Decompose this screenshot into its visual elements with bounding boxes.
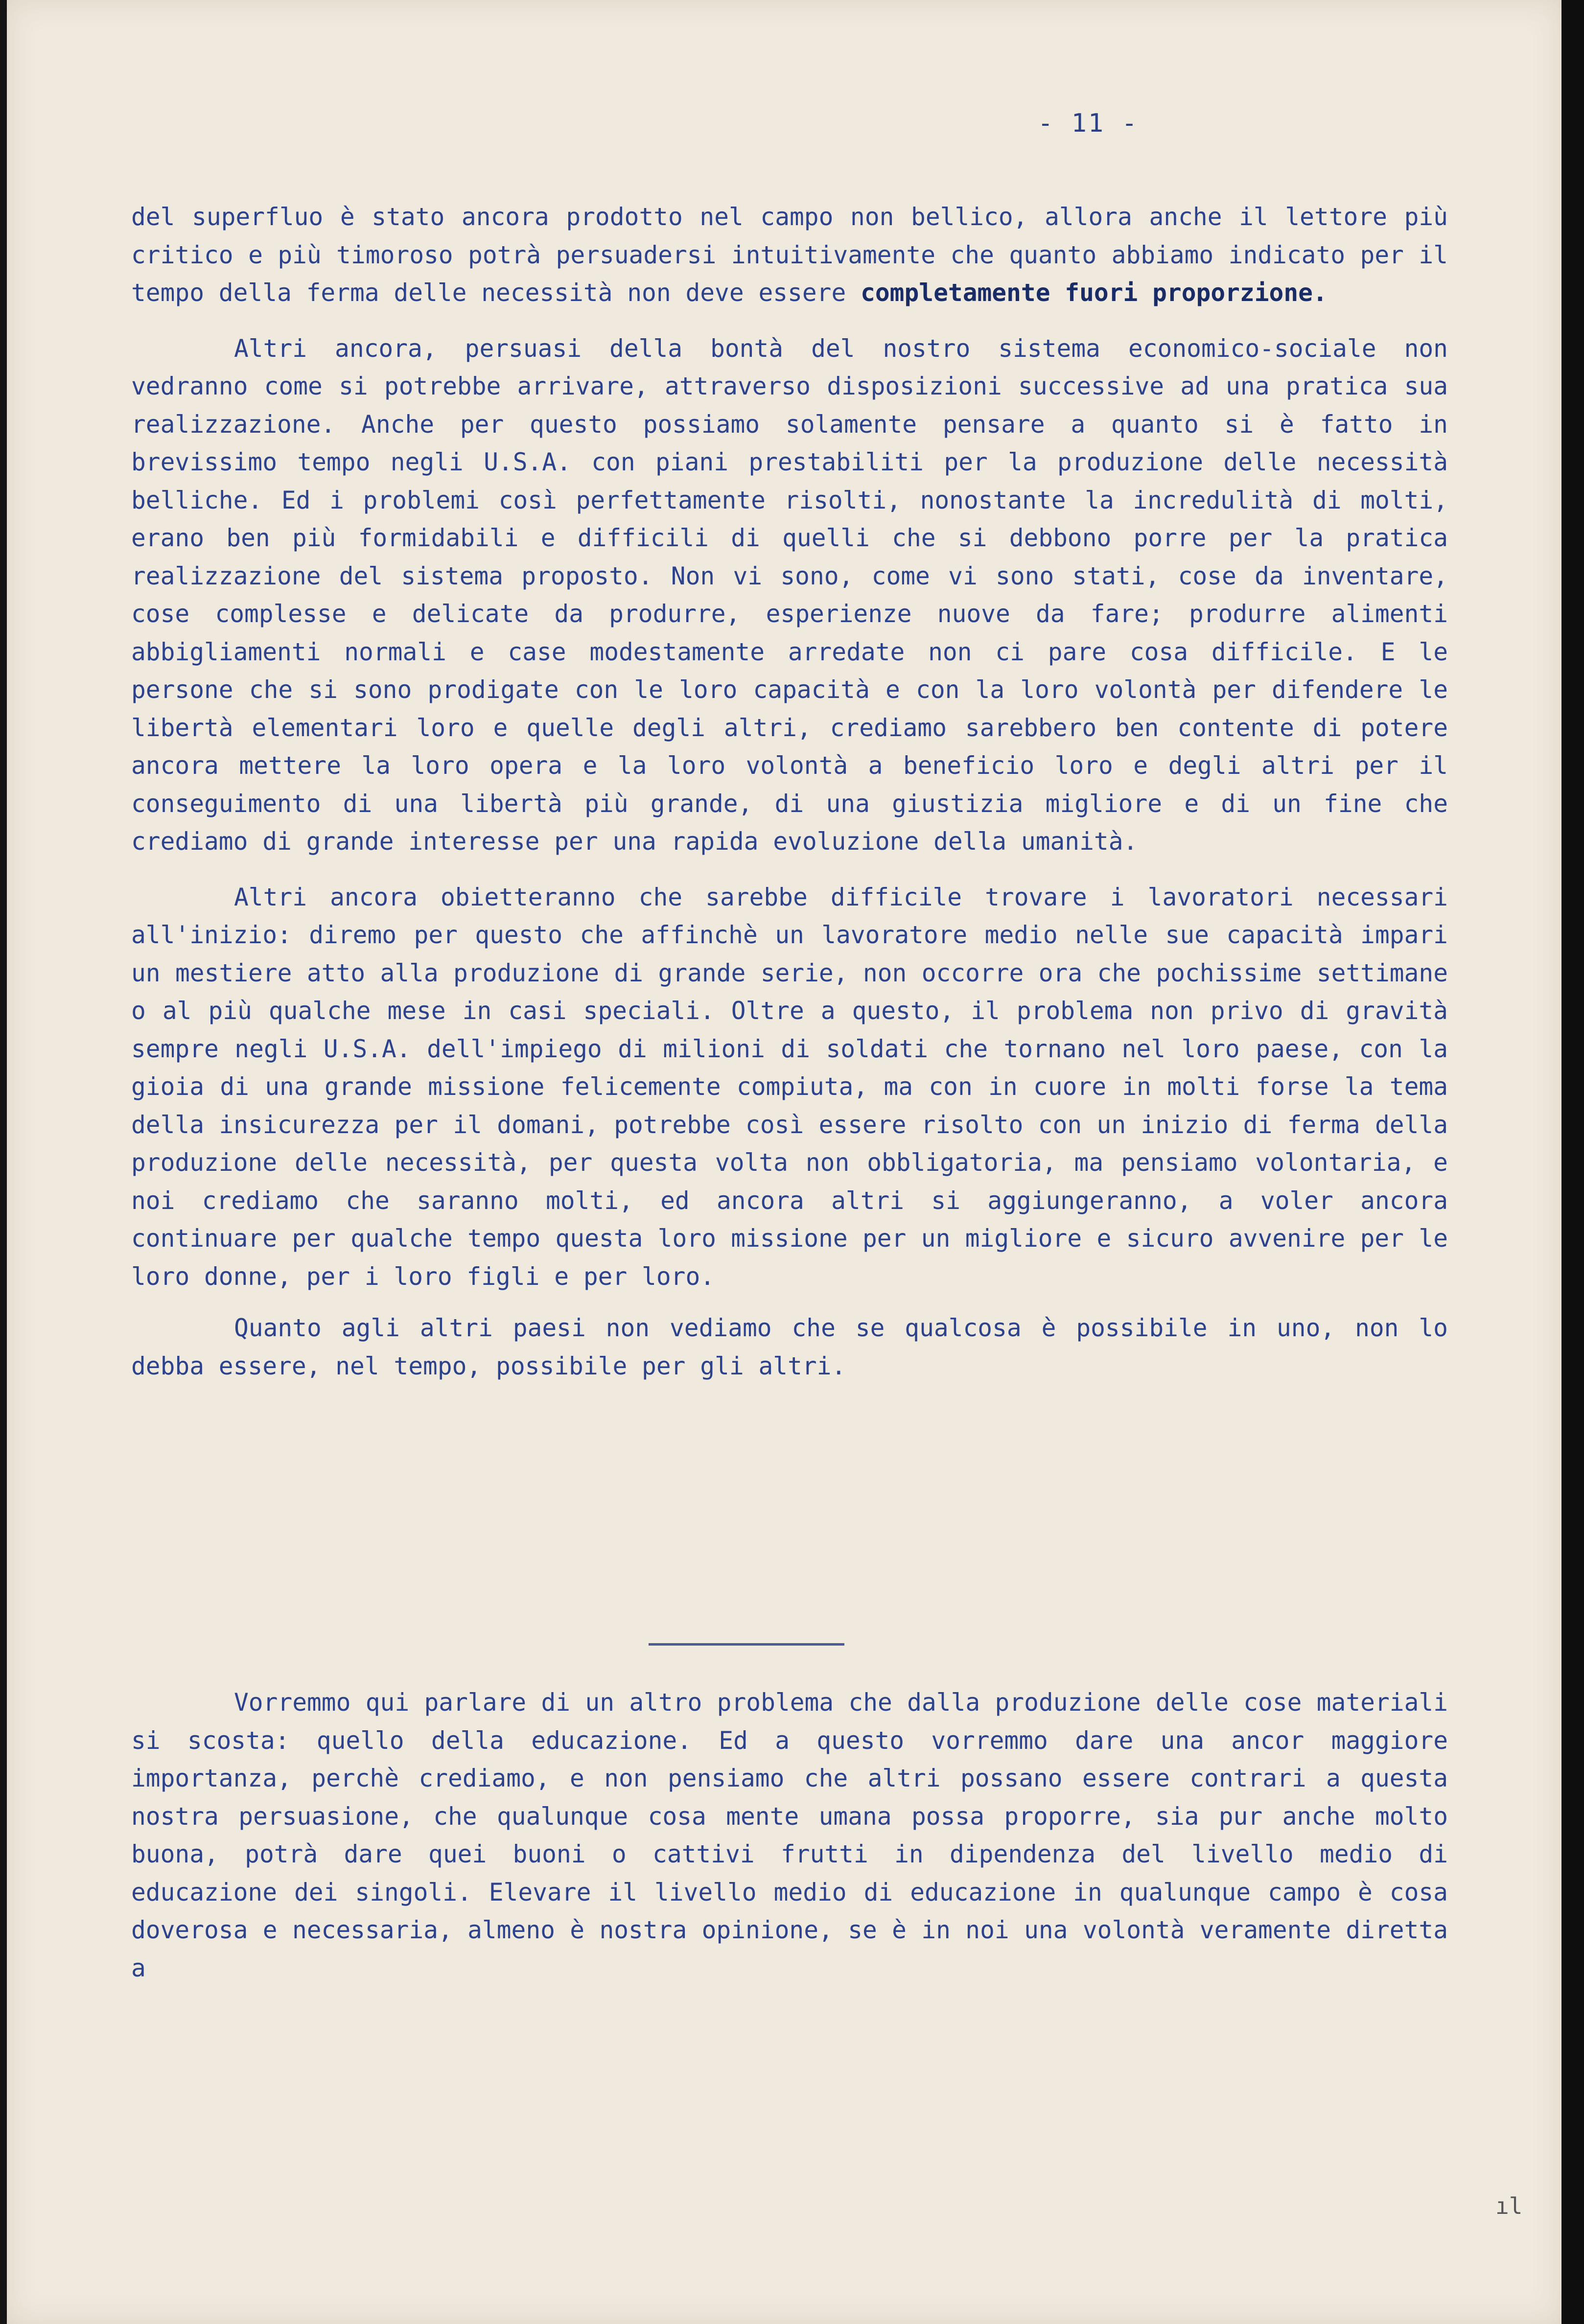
- paragraph-1-text: del superfluo è stato ancora prodotto nel campo non bellico, allora anche il lettore più critico e più timoroso potrà persuadersi intuitivamente che quanto abbiamo indicato per il tempo della ferma delle necessità non deve essere: [131, 203, 1448, 307]
- document-body: [131, 198, 1448, 1385]
- margin-mark: ıl: [1495, 2193, 1523, 2219]
- section-divider: [649, 1643, 844, 1646]
- document-section-2: [131, 1684, 1448, 1987]
- page-number: - 11 -: [1038, 109, 1139, 138]
- paragraph-5: Vorremmo qui parlare di un altro problema che dalla produzione delle cose materiali si scosta: quello della educazione. Ed a questo vorremmo dare una ancor maggiore importanza, perchè crediamo, e non pensiamo che altri possano essere contrari a questa nostra persuasione, che qualunque cosa mente umana possa proporre, sia pur anche molto buona, potrà dare quei buoni o cattivi frutti in dipendenza del livello medio di educazione dei singoli. Elevare il livello medio di educazione in qualunque campo è cosa doverosa e necessaria, almeno è nostra opinione, se è in noi una volontà veramente diretta a: [131, 1688, 1448, 1982]
- paragraph-4: Quanto agli altri paesi non vediamo che se qualcosa è possibile in uno, non lo debba essere, nel tempo, possibile per gli altri.: [131, 1314, 1448, 1380]
- scan-border: [1561, 0, 1584, 2324]
- paragraph-1: [131, 198, 1448, 312]
- paragraph-3: Altri ancora obietteranno che sarebbe difficile trovare i lavoratori necessari all'inizio: diremo per questo che affinchè un lavoratore medio nelle sue capacità impari un mestiere atto alla produzione di grande serie, non occorre ora che pochissime settimane o al più qualche mese in casi speciali. Oltre a questo, il problema non privo di gravità sempre negli U.S.A. dell'impiego di milioni di soldati che tornano nel loro paese, con la gioia di una grande missione felicemente compiuta, ma con in cuore in molti forse la tema della insicurezza per il domani, potrebbe così essere risolto con un inizio di ferma della produzione delle necessità, per questa volta non obbligatoria, ma pensiamo volontaria, e noi crediamo che saranno molti, ed ancora altri si aggiungeranno, a voler ancora continuare per qualche tempo questa loro missione per un migliore e sicuro avvenire per le loro donne, per i loro figli e per loro.: [131, 883, 1448, 1291]
- paragraph-2: Altri ancora, persuasi della bontà del nostro sistema economico-sociale non vedranno come si potrebbe arrivare, attraverso disposizioni successive ad una pratica sua realizzazione. Anche per questo possiamo solamente pensare a quanto si è fatto in brevissimo tempo negli U.S.A. con piani prestabiliti per la produzione delle necessità belliche. Ed i problemi così perfettamente risolti, nonostante la incredulità di molti, erano ben più formidabili e difficili di quelli che si debbono porre per la pratica realizzazione del sistema proposto. Non vi sono, come vi sono stati, cose da inventare, cose complesse e delicate da produrre, esperienze nuove da fare; produrre alimenti abbigliamenti normali e case modestamente arredate non ci pare cosa difficile. E le persone che si sono prodigate con le loro capacità e con la loro volontà per difendere le libertà elementari loro e quelle degli altri, crediamo sarebbero ben contente di potere ancora mettere la loro opera e la loro volontà a beneficio loro e degli altri per il conseguimento di una libertà più grande, di una giustizia migliore e di un fine che crediamo di grande interesse per una rapida evoluzione della umanità.: [131, 334, 1448, 856]
- paragraph-1-emphasis: completamente fuori proporzione.: [861, 279, 1328, 307]
